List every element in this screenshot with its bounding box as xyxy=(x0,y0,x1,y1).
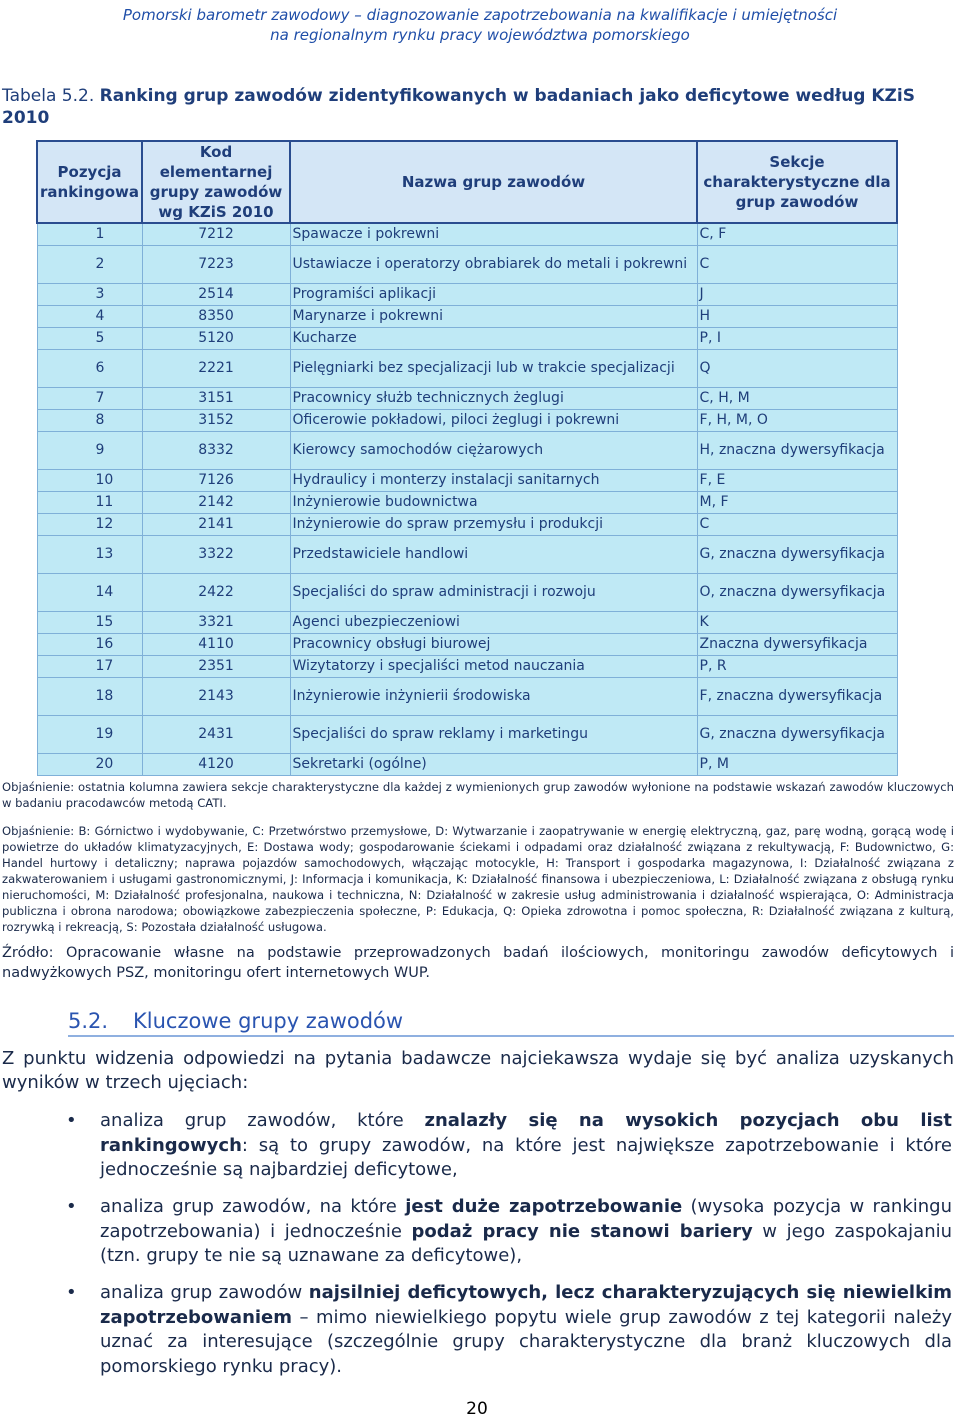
table-row xyxy=(37,409,897,431)
table-row xyxy=(37,387,897,409)
cell-sections: C xyxy=(697,513,897,535)
cell-position: 6 xyxy=(37,349,142,387)
cell-code: 3322 xyxy=(142,535,290,573)
cell-sections: F, znaczna dywersyfikacja xyxy=(697,677,897,715)
cell-position: 20 xyxy=(37,753,142,775)
cell-code: 7126 xyxy=(142,469,290,491)
caption-text: Ranking grup zawodów zidentyfikowanych w badaniach jako deficytowe według KZiS 2010 xyxy=(2,86,915,128)
cell-sections: F, E xyxy=(697,469,897,491)
bullet-item xyxy=(66,1109,952,1183)
cell-position: 3 xyxy=(37,283,142,305)
cell-name: Kucharze xyxy=(290,327,697,349)
table-row xyxy=(37,223,897,245)
cell-position: 11 xyxy=(37,491,142,513)
table-row xyxy=(37,611,897,633)
cell-code: 7223 xyxy=(142,245,290,283)
cell-code: 2422 xyxy=(142,573,290,611)
cell-name: Inżynierowie inżynierii środowiska xyxy=(290,677,697,715)
bullet-marker: • xyxy=(66,1282,77,1303)
section-number: 5.2. xyxy=(68,1009,109,1033)
cell-position: 1 xyxy=(37,223,142,245)
cell-sections: J xyxy=(697,283,897,305)
table-row xyxy=(37,535,897,573)
cell-position: 9 xyxy=(37,431,142,469)
bullet-emphasis: podaż pracy nie stanowi bariery xyxy=(411,1220,753,1242)
cell-code: 7212 xyxy=(142,223,290,245)
cell-sections: H xyxy=(697,305,897,327)
cell-name: Pielęgniarki bez specjalizacji lub w trakcie specjalizacji xyxy=(290,349,697,387)
cell-position: 14 xyxy=(37,573,142,611)
cell-sections: G, znaczna dywersyfikacja xyxy=(697,715,897,753)
section-heading xyxy=(68,1007,954,1037)
cell-position: 2 xyxy=(37,245,142,283)
cell-code: 4120 xyxy=(142,753,290,775)
cell-sections: C, F xyxy=(697,223,897,245)
section-title: Kluczowe grupy zawodów xyxy=(133,1009,404,1033)
table-row xyxy=(37,245,897,283)
cell-name: Pracownicy obsługi biurowej xyxy=(290,633,697,655)
cell-sections: G, znaczna dywersyfikacja xyxy=(697,535,897,573)
bullet-text: (wysoka pozycja w rankingu zapotrzebowania) i jednocześnie xyxy=(100,1196,952,1242)
cell-position: 5 xyxy=(37,327,142,349)
cell-position: 13 xyxy=(37,535,142,573)
running-header xyxy=(0,5,960,45)
cell-name: Agenci ubezpieczeniowi xyxy=(290,611,697,633)
table-row xyxy=(37,327,897,349)
cell-code: 3321 xyxy=(142,611,290,633)
table-row xyxy=(37,633,897,655)
cell-code: 8350 xyxy=(142,305,290,327)
cell-code: 2143 xyxy=(142,677,290,715)
table-row xyxy=(37,491,897,513)
page-number: 20 xyxy=(466,1399,488,1419)
table-row xyxy=(37,655,897,677)
table-row xyxy=(37,283,897,305)
cell-name: Przedstawiciele handlowi xyxy=(290,535,697,573)
table-row xyxy=(37,573,897,611)
bullet-emphasis: jest duże zapotrzebowanie xyxy=(405,1196,683,1217)
bullet-emphasis: najsilniej deficytowych, lecz charakteryzujących się niewielkim zapotrzebowaniem xyxy=(100,1282,952,1328)
bullet-text: – mimo niewielkiego popytu wiele grup zawodów z tej kategorii należy uznać za interesujące (szczególnie grupy charakterystyczne dla branż kluczowych dla pomorskiego rynku pracy). xyxy=(100,1306,952,1377)
bullet-marker: • xyxy=(66,1110,77,1131)
cell-position: 8 xyxy=(37,409,142,431)
cell-position: 10 xyxy=(37,469,142,491)
running-header-line1: Pomorski barometr zawodowy – diagnozowanie zapotrzebowania na kwalifikacje i umiejętności xyxy=(122,6,838,24)
bullet-item xyxy=(66,1195,953,1269)
cell-name: Ustawiacze i operatorzy obrabiarek do metali i pokrewni xyxy=(290,245,697,283)
col-header-name: Nazwa grup zawodów xyxy=(290,141,697,223)
cell-name: Programiści aplikacji xyxy=(290,283,697,305)
bullet-item xyxy=(66,1281,952,1379)
cell-name: Pracownicy służb technicznych żeglugi xyxy=(290,387,697,409)
note-columns: Objaśnienie: ostatnia kolumna zawiera sekcje charakterystyczne dla każdej z wymienionych grup zawodów wyłonione na podstawie wskazań zawodów kluczowych w badaniu pracodawców metodą CATI. xyxy=(2,780,954,810)
cell-name: Sekretarki (ogólne) xyxy=(290,753,697,775)
bullet-emphasis: znalazły się na wysokich pozycjach obu list rankingowych xyxy=(100,1110,952,1156)
cell-name: Marynarze i pokrewni xyxy=(290,305,697,327)
source-note: Źródło: Opracowanie własne na podstawie przeprowadzonych badań ilościowych, monitoringu zawodów deficytowych i nadwyżkowych PSZ, monitoringu ofert internetowych WUP. xyxy=(2,945,954,981)
cell-name: Spawacze i pokrewni xyxy=(290,223,697,245)
cell-name: Inżynierowie budownictwa xyxy=(290,491,697,513)
cell-sections: P, R xyxy=(697,655,897,677)
cell-sections: P, I xyxy=(697,327,897,349)
cell-code: 3151 xyxy=(142,387,290,409)
cell-sections: Znaczna dywersyfikacja xyxy=(697,633,897,655)
cell-name: Specjaliści do spraw administracji i rozwoju xyxy=(290,573,697,611)
cell-sections: O, znaczna dywersyfikacja xyxy=(697,573,897,611)
cell-position: 16 xyxy=(37,633,142,655)
cell-position: 7 xyxy=(37,387,142,409)
cell-sections: C, H, M xyxy=(697,387,897,409)
cell-code: 2221 xyxy=(142,349,290,387)
cell-code: 2141 xyxy=(142,513,290,535)
table-caption xyxy=(2,85,957,129)
cell-code: 2431 xyxy=(142,715,290,753)
col-header-position: Pozycja rankingowa xyxy=(37,141,142,223)
cell-name: Kierowcy samochodów ciężarowych xyxy=(290,431,697,469)
table-row xyxy=(37,513,897,535)
caption-label: Tabela 5.2. xyxy=(2,86,95,106)
cell-sections: M, F xyxy=(697,491,897,513)
intro-paragraph: Z punktu widzenia odpowiedzi na pytania badawcze najciekawsza wydaje się być analiza uzyskanych wyników w trzech ujęciach: xyxy=(2,1048,954,1093)
cell-sections: K xyxy=(697,611,897,633)
cell-position: 15 xyxy=(37,611,142,633)
table-row xyxy=(37,305,897,327)
cell-code: 4110 xyxy=(142,633,290,655)
cell-name: Specjaliści do spraw reklamy i marketingu xyxy=(290,715,697,753)
table-row xyxy=(37,469,897,491)
cell-name: Oficerowie pokładowi, piloci żeglugi i pokrewni xyxy=(290,409,697,431)
bullet-text: analiza grup zawodów xyxy=(100,1282,309,1303)
note-sections-legend: Objaśnienie: B: Górnictwo i wydobywanie, C: Przetwórstwo przemysłowe, D: Wytwarzanie i zaopatrywanie w energię elektryczną, gaz, parę wodną, gorącą wodę i powietrze do układów klimatyzacyjnych, E: Dostawa wody; gospodarowanie ściekami i odpadami oraz działalność związana z rekultywacją, F: Budownictwo, G: Handel hurtowy i detaliczny; naprawa pojazdów samochodowych, włączając motocykle, H: Transport i gospodarka magazynowa, I: Działalność związana z zakwaterowaniem i usługami gastronomicznymi, J: Informacja i komunikacja, K: Działalność finansowa i ubezpieczeniowa, L: Działalność związana z obsługą rynku nieruchomości, M: Działalność profesjonalna, naukowa i techniczna, N: Działalność w zakresie usług administrowania i działalność wspierająca, O: Administracja publiczna i obrona narodowa; obowiązkowe zabezpieczenia społeczne, P: Edukacja, Q: Opieka zdrowotna i pomoc społeczna, R: Działalność związana z kulturą, rozrywką i rekreacją, S: Pozostała działalność usługowa. xyxy=(2,824,954,934)
cell-sections: P, M xyxy=(697,753,897,775)
cell-sections: H, znaczna dywersyfikacja xyxy=(697,431,897,469)
table-row xyxy=(37,349,897,387)
cell-sections: F, H, M, O xyxy=(697,409,897,431)
table-row xyxy=(37,677,897,715)
table-row xyxy=(37,431,897,469)
bullet-marker: • xyxy=(66,1196,77,1217)
col-header-sections: Sekcje charakterystyczne dla grup zawodów xyxy=(697,141,897,223)
cell-code: 8332 xyxy=(142,431,290,469)
cell-position: 12 xyxy=(37,513,142,535)
cell-name: Inżynierowie do spraw przemysłu i produkcji xyxy=(290,513,697,535)
cell-code: 2142 xyxy=(142,491,290,513)
cell-code: 2514 xyxy=(142,283,290,305)
cell-position: 4 xyxy=(37,305,142,327)
cell-position: 18 xyxy=(37,677,142,715)
cell-sections: Q xyxy=(697,349,897,387)
cell-name: Wizytatorzy i specjaliści metod nauczania xyxy=(290,655,697,677)
cell-position: 17 xyxy=(37,655,142,677)
cell-code: 3152 xyxy=(142,409,290,431)
cell-code: 2351 xyxy=(142,655,290,677)
cell-code: 5120 xyxy=(142,327,290,349)
bullet-text: : są to grupy zawodów, na które jest największe zapotrzebowanie i które jednocześnie są najbardziej deficytowe, xyxy=(100,1134,952,1180)
running-header-line2: na regionalnym rynku pracy województwa pomorskiego xyxy=(270,26,690,44)
cell-sections: C xyxy=(697,245,897,283)
bullet-text: w jego zaspokajaniu (tzn. grupy te nie są uznawane za deficytowe), xyxy=(100,1220,953,1266)
table-row xyxy=(37,753,897,775)
bullet-text: analiza grup zawodów, na które xyxy=(100,1196,406,1217)
bullet-text: analiza grup zawodów, które xyxy=(100,1110,425,1131)
cell-name: Hydraulicy i monterzy instalacji sanitarnych xyxy=(290,469,697,491)
ranking-table xyxy=(36,140,898,776)
table-row xyxy=(37,715,897,753)
col-header-code: Kod elementarnej grupy zawodów wg KZiS 2010 xyxy=(142,141,290,223)
cell-position: 19 xyxy=(37,715,142,753)
